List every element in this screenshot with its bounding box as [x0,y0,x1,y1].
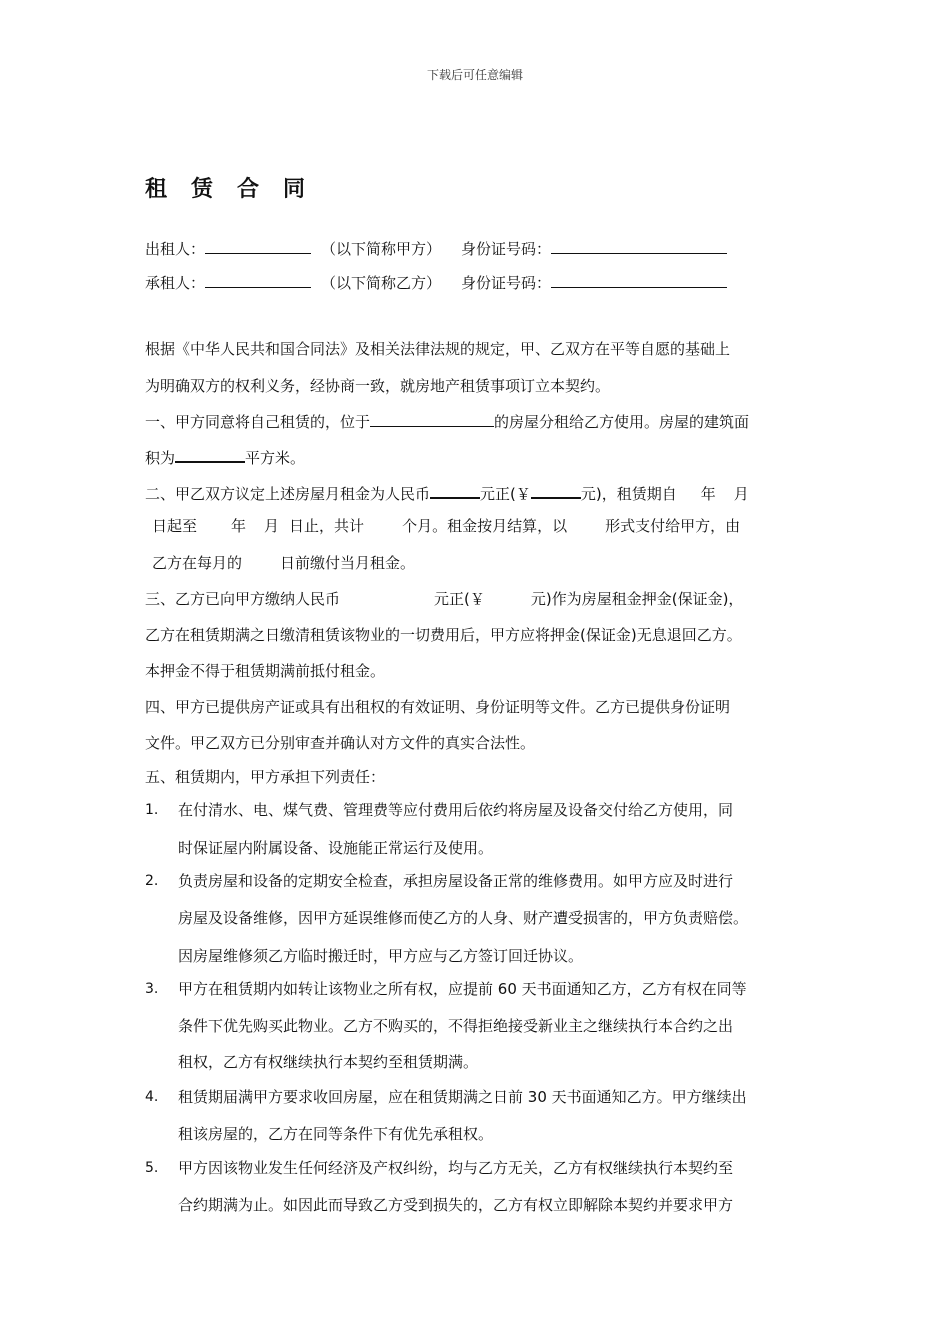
list-item-line: 租赁期届满甲方要求收回房屋，应在租赁期满之日前 30 天书面通知乙方。甲方继续出 [178,1088,747,1106]
clause-2-text: 元)，租赁期自 [580,485,677,503]
list-item-line: 条件下优先购买此物业。乙方不购买的，不得拒绝接受新业主之继续执行本合约之出 [178,1017,734,1035]
document-title [145,172,307,203]
clause-2-text: 元正(￥ [480,485,531,503]
clause-2-text: 日前缴付当月租金。 [280,554,416,572]
address-field[interactable] [370,409,494,427]
list-item-line: 负责房屋和设备的定期安全检查，承担房屋设备正常的维修费用。如甲方应及时进行 [178,872,734,890]
clause-4-line-1: 四、甲方已提供房产证或具有出租权的有效证明、身份证明等文件。乙方已提供身份证明 [145,698,731,716]
title-char: 租 [145,177,170,202]
clause-2-text: 二、甲乙双方议定上述房屋月租金为人民币 [145,485,431,503]
clause-1-text: 一、甲方同意将自己租赁的，位于 [145,413,371,431]
clause-2-text: 个月。租金按月结算，以 [402,517,568,535]
clause-2-line-3 [152,553,415,573]
list-item-line: 租该房屋的，乙方在同等条件下有优先承租权。 [178,1125,494,1143]
list-item-line: 甲方在租赁期内如转让该物业之所有权，应提前 60 天书面通知乙方，乙方有权在同等 [178,980,747,998]
lessor-label: 出租人： [145,240,206,258]
clause-2-text: 日止，共计 [289,517,365,535]
rent-amount-field[interactable] [531,480,581,499]
clause-2-text: 乙方在每月的 [152,554,243,572]
clause-2-text: 日起至 [152,517,198,535]
area-field[interactable] [175,444,245,463]
list-item-line: 因房屋维修须乙方临时搬迁时，甲方应与乙方签订回迁协议。 [178,947,584,965]
list-item-line: 房屋及设备维修，因甲方延误维修而使乙方的人身、财产遭受损害的，甲方负责赔偿。 [178,909,749,927]
clause-3-line-3: 本押金不得于租赁期满前抵付租金。 [145,662,386,680]
lessor-id-field[interactable] [551,236,727,254]
lessor-row [145,236,727,259]
lessee-alias: （以下简称乙方） [321,274,442,292]
lessee-id-field[interactable] [551,270,727,288]
clause-1-text: 平方米。 [245,449,306,467]
clause-2-text: 月 [733,485,749,503]
clause-3-text: 元正(￥ [434,590,485,608]
clause-2-text: 年 [231,517,247,535]
lessor-name-field[interactable] [205,236,311,254]
intro-line-1: 根据《中华人民共和国合同法》及相关法律法规的规定，甲、乙双方在平等自愿的基础上 [145,340,731,358]
clause-5-title: 五、租赁期内，甲方承担下列责任： [145,768,386,786]
list-item-number: 3. [145,981,159,997]
lessor-id-label: 身份证号码： [461,240,552,258]
title-char: 合 [237,177,262,202]
clause-2-text: 形式支付给甲方，由 [605,517,741,535]
title-char: 赁 [191,177,216,202]
header-note: 下载后可任意编辑 [426,68,523,82]
clause-1-text: 的房屋分租给乙方使用。房屋的建筑面 [494,413,750,431]
clause-3-text: 三、乙方已向甲方缴纳人民币 [145,590,341,608]
intro-line-2: 为明确双方的权利义务，经协商一致，就房地产租赁事项订立本契约。 [145,377,611,395]
clause-1-line-2 [145,444,305,468]
clause-3-line-2: 乙方在租赁期满之日缴清租赁该物业的一切费用后，甲方应将押金(保证金)无息退回乙方。 [145,626,742,644]
lessee-label: 承租人： [145,274,206,292]
clause-4-line-2: 文件。甲乙双方已分别审查并确认对方文件的真实合法性。 [145,734,536,752]
clause-1-line-1 [145,409,749,432]
clause-2-line-2 [152,516,740,536]
lessee-row [145,270,727,293]
lessee-name-field[interactable] [205,270,311,288]
list-item-number: 4. [145,1089,159,1105]
clause-3-text: 元)作为房屋租金押金(保证金)， [530,590,744,608]
list-item-line: 租权，乙方有权继续执行本契约至租赁期满。 [178,1053,479,1071]
clause-2-text: 年 [700,485,716,503]
clause-3-line-1 [145,589,743,609]
clause-1-text: 积为 [145,449,176,467]
title-char: 同 [283,177,308,202]
list-item-line: 时保证屋内附属设备、设施能正常运行及使用。 [178,839,494,857]
list-item-number: 1. [145,802,159,818]
list-item-number: 5. [145,1160,159,1176]
list-item-line: 在付清水、电、煤气费、管理费等应付费用后依约将房屋及设备交付给乙方使用，同 [178,801,734,819]
list-item-number: 2. [145,873,159,889]
clause-2-line-1 [145,480,749,504]
lessor-alias: （以下简称甲方） [321,240,442,258]
list-item-line: 甲方因该物业发生任何经济及产权纠纷，均与乙方无关，乙方有权继续执行本契约至 [178,1159,734,1177]
rent-field[interactable] [430,480,480,499]
list-item-line: 合约期满为止。如因此而导致乙方受到损失的，乙方有权立即解除本契约并要求甲方 [178,1196,734,1214]
clause-2-text: 月 [264,517,280,535]
lessee-id-label: 身份证号码： [461,274,552,292]
